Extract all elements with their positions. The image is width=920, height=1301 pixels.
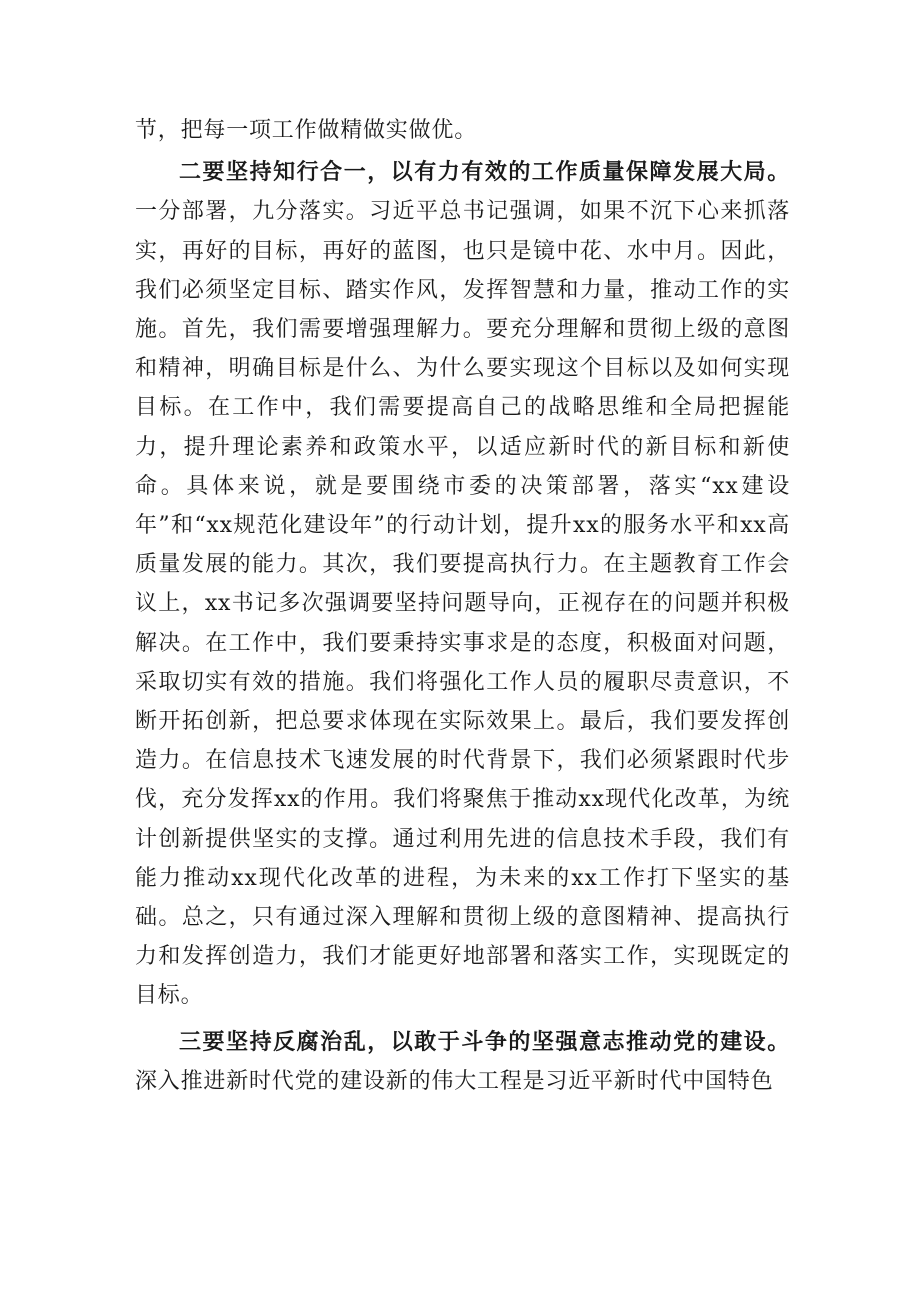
paragraph-text: 深入推进新时代党的建设新的伟大工程是习近平新时代中国特色 xyxy=(135,1068,774,1094)
paragraph-heading: 二要坚持知行合一，以有力有效的工作质量保障发展大局。 xyxy=(179,159,790,186)
paragraph-text: 一分部署，九分落实。习近平总书记强调，如果不沉下心来抓落实，再好的目标，再好的蓝图，也只是镜中花、水中月。因此，我们必须坚定目标、踏实作风，发挥智慧和力量，推动工作的实施。首先，我们需要增强理解力。要充分理解和贯彻上级的意图和精神，明确目标是什么、为什么要实现这个目标以及如何实现目标。在工作中，我们需要提高自己的战略思维和全局把握能力，提升理论素养和政策水平，以适应新时代的新目标和新使命。具体来说，就是要围绕市委的决策部署，落实“xx建设年”和“xx规范化建设年”的行动计划，提升xx的服务水平和xx高质量发展的能力。其次，我们要提高执行力。在主题教育工作会议上，xx书记多次强调要坚持问题导向，正视存在的问题并积极解决。在工作中，我们要秉持实事求是的态度，积极面对问题，采取切实有效的措施。我们将强化工作人员的履职尽责意识，不断开拓创新，把总要求体现在实际效果上。最后，我们要发挥创造力。在信息技术飞速发展的时代背景下，我们必须紧跟时代步伐，充分发挥xx的作用。我们将聚焦于推动xx现代化改革，为统计创新提供坚实的支撑。通过利用先进的信息技术手段，我们有能力推动xx现代化改革的进程，为未来的xx工作打下坚实的基础。总之，只有通过深入理解和贯彻上级的意图精神、提高执行力和发挥创造力，我们才能更好地部署和落实工作，实现既定的目标。 xyxy=(135,199,790,1009)
paragraph-point-two xyxy=(135,153,790,1015)
paragraph-text: 节，把每一项工作做精做实做优。 xyxy=(135,118,478,143)
paragraph-continued xyxy=(135,111,790,150)
paragraph-point-three xyxy=(135,1023,790,1101)
document-body xyxy=(135,111,790,1101)
paragraph-heading: 三要坚持反腐治乱，以敢于斗争的坚强意志推动党的建设。 xyxy=(179,1028,790,1055)
